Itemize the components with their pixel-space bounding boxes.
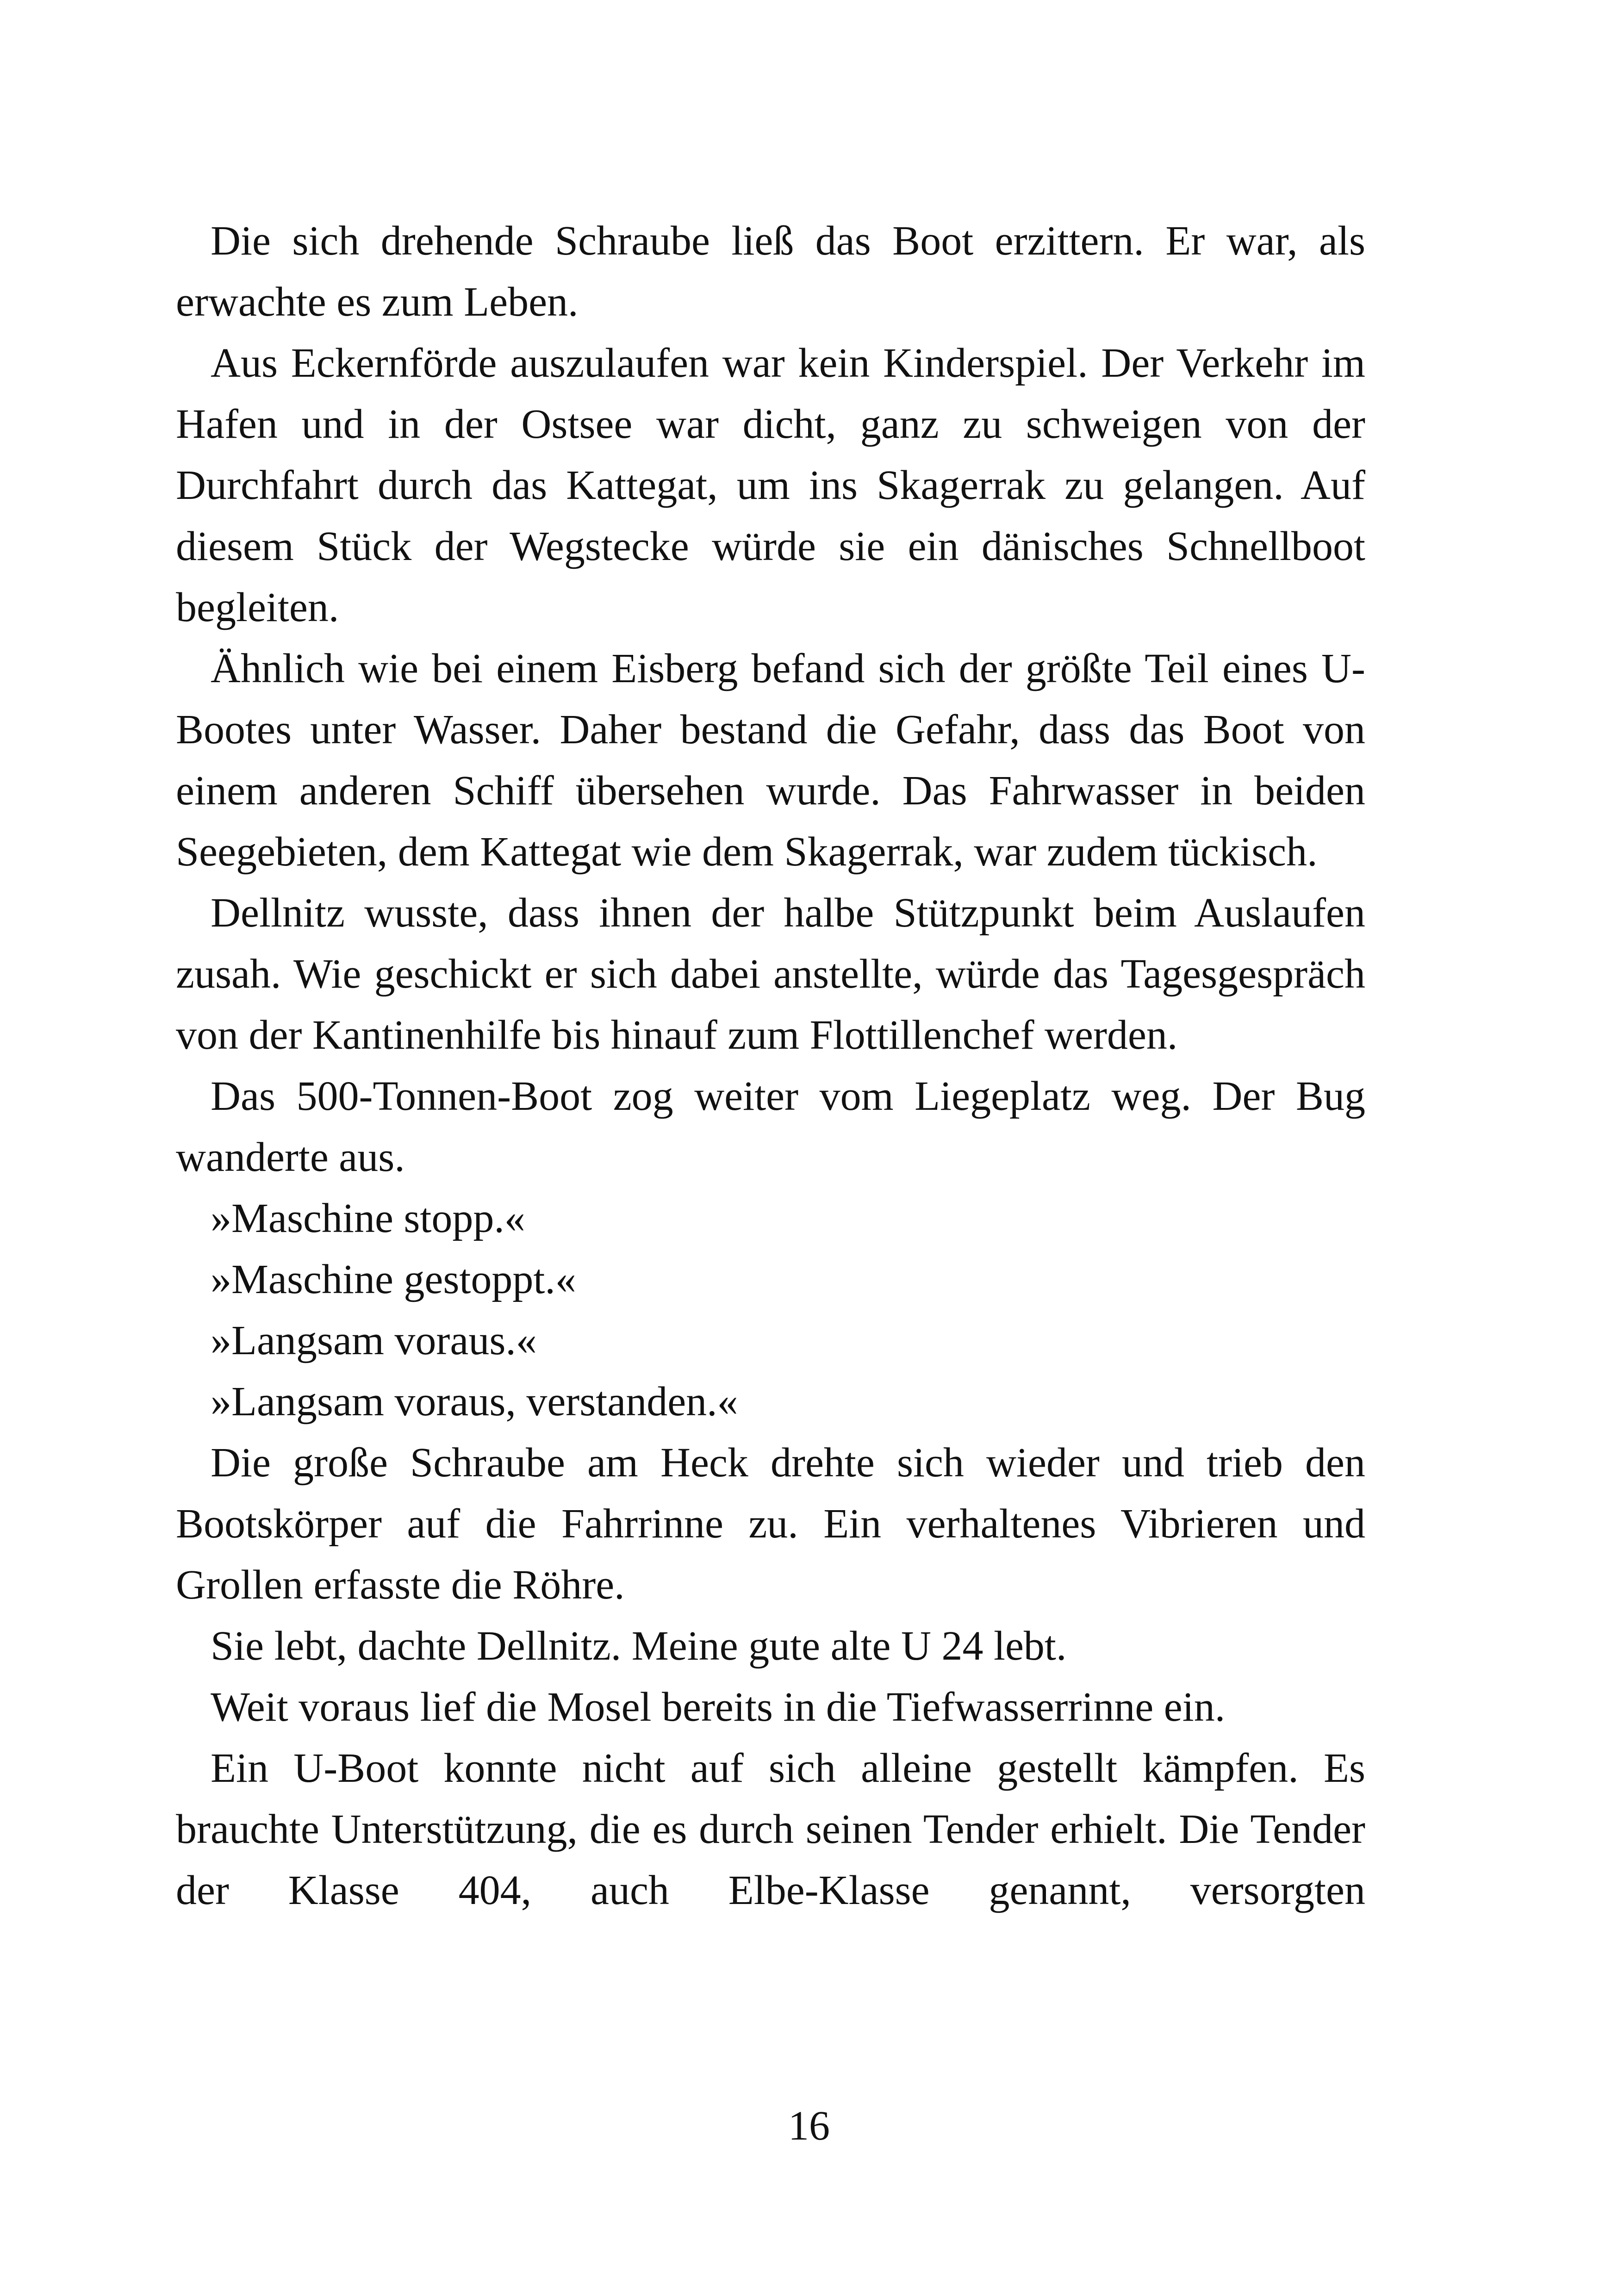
paragraph: Die sich drehende Schraube ließ das Boot erzittern. Er war, als erwachte es zum Leben. [176, 218, 1365, 325]
paragraph: Die große Schraube am Heck drehte sich wieder und trieb den Bootskörper auf die Fahrrinne zu. Ein verhaltenes Vibrieren und Grollen erfasste die Röhre. [176, 1440, 1365, 1608]
paragraph: Dellnitz wusste, dass ihnen der halbe Stützpunkt beim Auslaufen zusah. Wie geschickt er sich dabei anstellte, würde das Tagesgespräch von der Kantinenhilfe bis hinauf zum Flottillenchef werden. [176, 890, 1365, 1058]
dialogue-line: »Langsam voraus, verstanden.« [211, 1379, 738, 1425]
paragraph: Aus Eckernförde auszulaufen war kein Kinderspiel. Der Verkehr im Hafen und in der Ostsee war dicht, ganz zu schweigen von der Durchfahrt durch das Kattegat, um ins Skagerrak zu gelangen. Auf diesem Stück der Wegstecke würde sie ein dänisches Schnellboot begleiten. [176, 340, 1365, 630]
paragraph: Weit voraus lief die Mosel bereits in die Tiefwasserrinne ein. [211, 1684, 1226, 1730]
paragraph: Sie lebt, dachte Dellnitz. Meine gute alte U 24 lebt. [211, 1623, 1067, 1669]
body-text [176, 211, 1365, 1921]
paragraph: Das 500-Tonnen-Boot zog weiter vom Liegeplatz weg. Der Bug wanderte aus. [176, 1073, 1365, 1180]
paragraph: Ähnlich wie bei einem Eisberg befand sich der größte Teil eines U-Bootes unter Wasser. Daher bestand die Gefahr, dass das Boot von einem anderen Schiff übersehen wurde. Das Fahrwasser in beiden Seegebieten, dem Kattegat wie dem Skagerrak, war zudem tückisch. [176, 646, 1365, 875]
paragraph: Ein U-Boot konnte nicht auf sich alleine gestellt kämpfen. Es brauchte Unterstützung, die es durch seinen Tender erhielt. Die Tender der Klasse 404, auch Elbe-Klasse genannt, versorgten [176, 1745, 1365, 1913]
dialogue-line: »Maschine stopp.« [211, 1195, 525, 1241]
dialogue-line: »Maschine gestoppt.« [211, 1257, 576, 1302]
page-number: 16 [788, 2103, 830, 2149]
dialogue-line: »Langsam voraus.« [211, 1318, 537, 1363]
